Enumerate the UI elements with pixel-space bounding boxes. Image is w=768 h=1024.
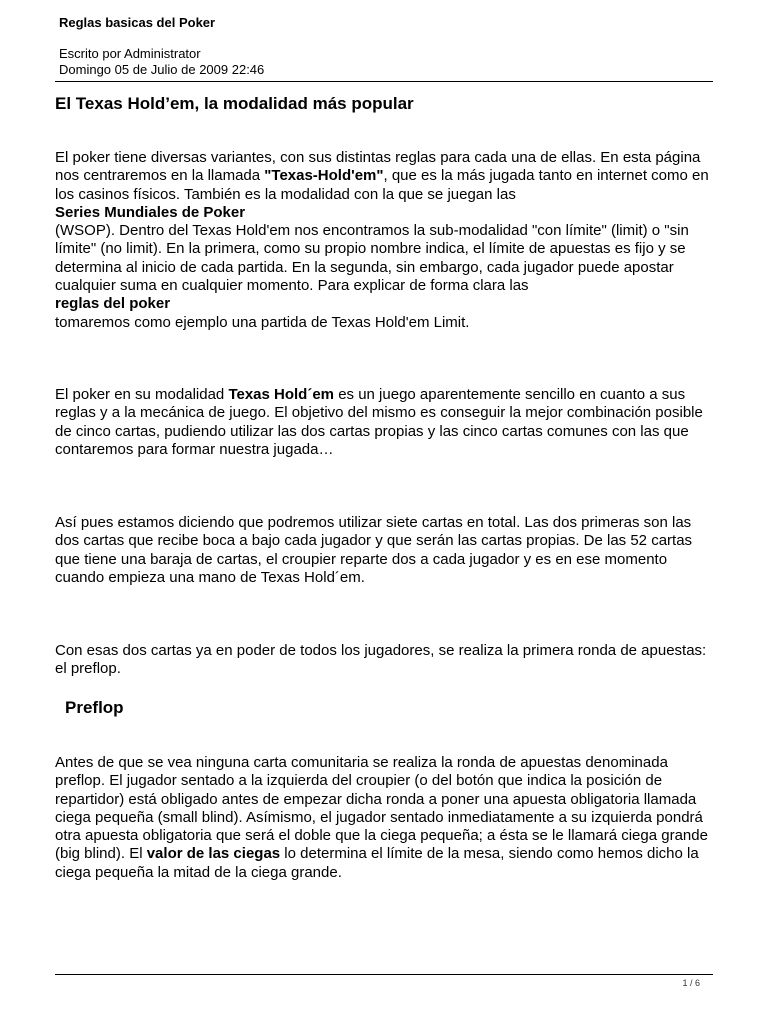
p1-text-a: El poker tiene diversas variantes, con sus distintas reglas para cada una de ellas. En esta página nos centraremos en la llamada xyxy=(55,149,701,185)
header-divider xyxy=(55,81,713,82)
p2-text-a: El poker en su modalidad xyxy=(55,386,229,403)
article-heading: El Texas Hold’em, la modalidad más popular xyxy=(55,94,414,113)
p2-text-c: es un juego aparentemente sencillo en cuanto a sus reglas y a la mecánica de juego. El objetivo del mismo es conseguir la mejor combinación posible de cinco cartas, pudiendo utilizar las dos cartas propias y las cinco cartas comunes con las que contaremos para formar nuestra jugada… xyxy=(55,386,703,458)
document-page xyxy=(55,0,713,1024)
article-meta xyxy=(59,46,264,78)
document-title: Reglas basicas del Poker xyxy=(59,15,216,30)
p1-text-e: (WSOP). Dentro del Texas Hold'em nos encontramos la sub-modalidad "con límite" (limit) o "sin límite" (no limit). En la primera, como su propio nombre indica, el límite de apuestas es fijo y se determina al inicio de cada partida. En la segunda, sin embargo, cada jugador puede apostar cualquier suma en cualquier momento. Para explicar de forma clara las xyxy=(55,222,689,295)
paragraph-5 xyxy=(55,754,713,882)
paragraph-1 xyxy=(55,149,713,332)
section-heading-preflop: Preflop xyxy=(65,698,124,717)
paragraph-3: Así pues estamos diciendo que podremos utilizar siete cartas en total. Las dos primeras son las dos cartas que recibe boca a bajo cada jugador y que serán las cartas propias. De las 52 cartas que tiene una baraja de cartas, el croupier reparte dos a cada jugador y es en ese momento cuando empieza una mano de Texas Hold´em. xyxy=(55,514,693,586)
p1-bold-reglas-del-poker: reglas del poker xyxy=(55,295,171,313)
p5-bold-valor-ciegas: valor de las ciegas xyxy=(146,845,281,863)
paragraph-2 xyxy=(55,386,713,459)
p1-text-c: , que es la más jugada tanto en internet como en los casinos físicos. También es la modalidad con la que se juegan las xyxy=(55,167,709,203)
author-line: Escrito por Administrator xyxy=(59,46,201,61)
p5-text-a: Antes de que se vea ninguna carta comunitaria se realiza la ronda de apuestas denominada preflop. El jugador sentado a la izquierda del croupier (o del botón que indica la posición de repartidor) está obligado antes de empezar dicha ronda a poner una apuesta obligatoria llamada ciega pequeña (small blind). Asímismo, el jugador sentado inmediatamente a su izquierda pondrá otra apuesta obligatoria que será el doble que la ciega pequeña; a ésta se le llamará ciega grande (big blind). El xyxy=(55,754,708,863)
p1-bold-series-mundiales: Series Mundiales de Poker xyxy=(55,203,246,221)
footer-divider xyxy=(55,974,713,975)
paragraph-4: Con esas dos cartas ya en poder de todos los jugadores, se realiza la primera ronda de apuestas: el preflop. xyxy=(55,642,707,678)
p5-text-c: lo determina el límite de la mesa, siendo como hemos dicho la ciega pequeña la mitad de la ciega grande. xyxy=(55,845,699,881)
p1-text-g: tomaremos como ejemplo una partida de Texas Hold'em Limit. xyxy=(55,313,470,331)
page-number: 1 / 6 xyxy=(682,978,700,988)
p2-bold-texas-holdem: Texas Hold´em xyxy=(228,386,335,403)
date-line: Domingo 05 de Julio de 2009 22:46 xyxy=(59,62,265,77)
p1-bold-texas-holdem: "Texas-Hold'em" xyxy=(264,167,384,185)
